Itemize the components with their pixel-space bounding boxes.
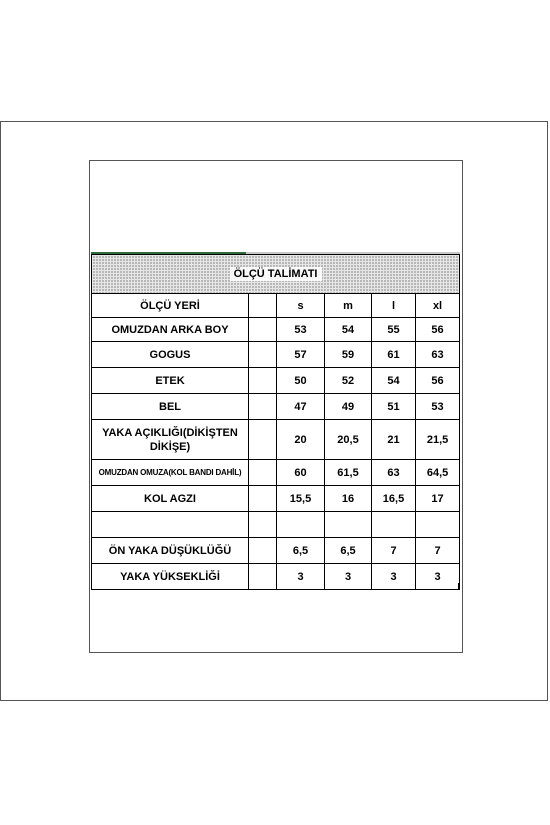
table-title [92,255,460,294]
spacer-cell [249,460,277,486]
row-label: BEL [92,394,249,420]
value-cell: 56 [416,318,460,342]
spacer-cell [249,394,277,420]
value-cell: 63 [372,460,416,486]
value-cell [277,512,325,538]
table-row [92,394,460,420]
row-label: OMUZDAN ARKA BOY [92,318,249,342]
spacer-cell [249,294,277,318]
table-title-text: ÖLÇÜ TALİMATI [230,267,322,281]
row-label: KOL AGZI [92,486,249,512]
spacer-cell [249,368,277,394]
value-cell: 61,5 [325,460,372,486]
value-cell: 53 [277,318,325,342]
row-label: ÖN YAKA DÜŞÜKLÜĞÜ [92,538,249,564]
value-cell: 17 [416,486,460,512]
value-cell [416,512,460,538]
value-cell: 7 [372,538,416,564]
title-row [92,255,460,294]
header-row [92,294,460,318]
table-row [92,420,460,460]
value-cell: 3 [325,564,372,590]
spacer-cell [249,538,277,564]
header-size-s: s [277,294,325,318]
value-cell: 59 [325,342,372,368]
spacer-cell [249,512,277,538]
value-cell: 51 [372,394,416,420]
table-row-empty [92,512,460,538]
value-cell: 3 [416,564,460,590]
header-size-m: m [325,294,372,318]
table-row [92,460,460,486]
header-label: ÖLÇÜ YERİ [92,294,249,318]
value-cell: 64,5 [416,460,460,486]
value-cell: 54 [325,318,372,342]
value-cell: 6,5 [277,538,325,564]
value-cell [372,512,416,538]
table-row [92,318,460,342]
value-cell [325,512,372,538]
value-cell: 60 [277,460,325,486]
value-cell: 16 [325,486,372,512]
spacer-cell [249,420,277,460]
table-row [92,486,460,512]
value-cell: 15,5 [277,486,325,512]
value-cell: 55 [372,318,416,342]
value-cell: 57 [277,342,325,368]
value-cell: 54 [372,368,416,394]
spacer-cell [249,342,277,368]
value-cell: 56 [416,368,460,394]
value-cell: 20,5 [325,420,372,460]
row-label: OMUZDAN OMUZA(KOL BANDI DAHİL) [92,460,249,486]
value-cell: 49 [325,394,372,420]
value-cell: 21 [372,420,416,460]
spacer-cell [249,318,277,342]
value-cell: 61 [372,342,416,368]
spacer-cell [249,486,277,512]
row-label: YAKA YÜKSEKLİĞİ [92,564,249,590]
row-label: GOGUS [92,342,249,368]
value-cell: 20 [277,420,325,460]
value-cell: 47 [277,394,325,420]
table-row [92,538,460,564]
size-chart-table [91,254,460,590]
value-cell: 16,5 [372,486,416,512]
value-cell: 3 [372,564,416,590]
value-cell: 63 [416,342,460,368]
row-label [92,512,249,538]
header-size-xl: xl [416,294,460,318]
row-label: ETEK [92,368,249,394]
value-cell: 7 [416,538,460,564]
value-cell: 3 [277,564,325,590]
table-bottom-gridlines [91,583,459,589]
value-cell: 52 [325,368,372,394]
row-label: YAKA AÇIKLIĞI(DİKİŞTEN DİKİŞE) [92,420,249,460]
value-cell: 50 [277,368,325,394]
value-cell: 21,5 [416,420,460,460]
value-cell: 53 [416,394,460,420]
value-cell: 6,5 [325,538,372,564]
header-size-l: l [372,294,416,318]
table-row [92,342,460,368]
table-row [92,368,460,394]
